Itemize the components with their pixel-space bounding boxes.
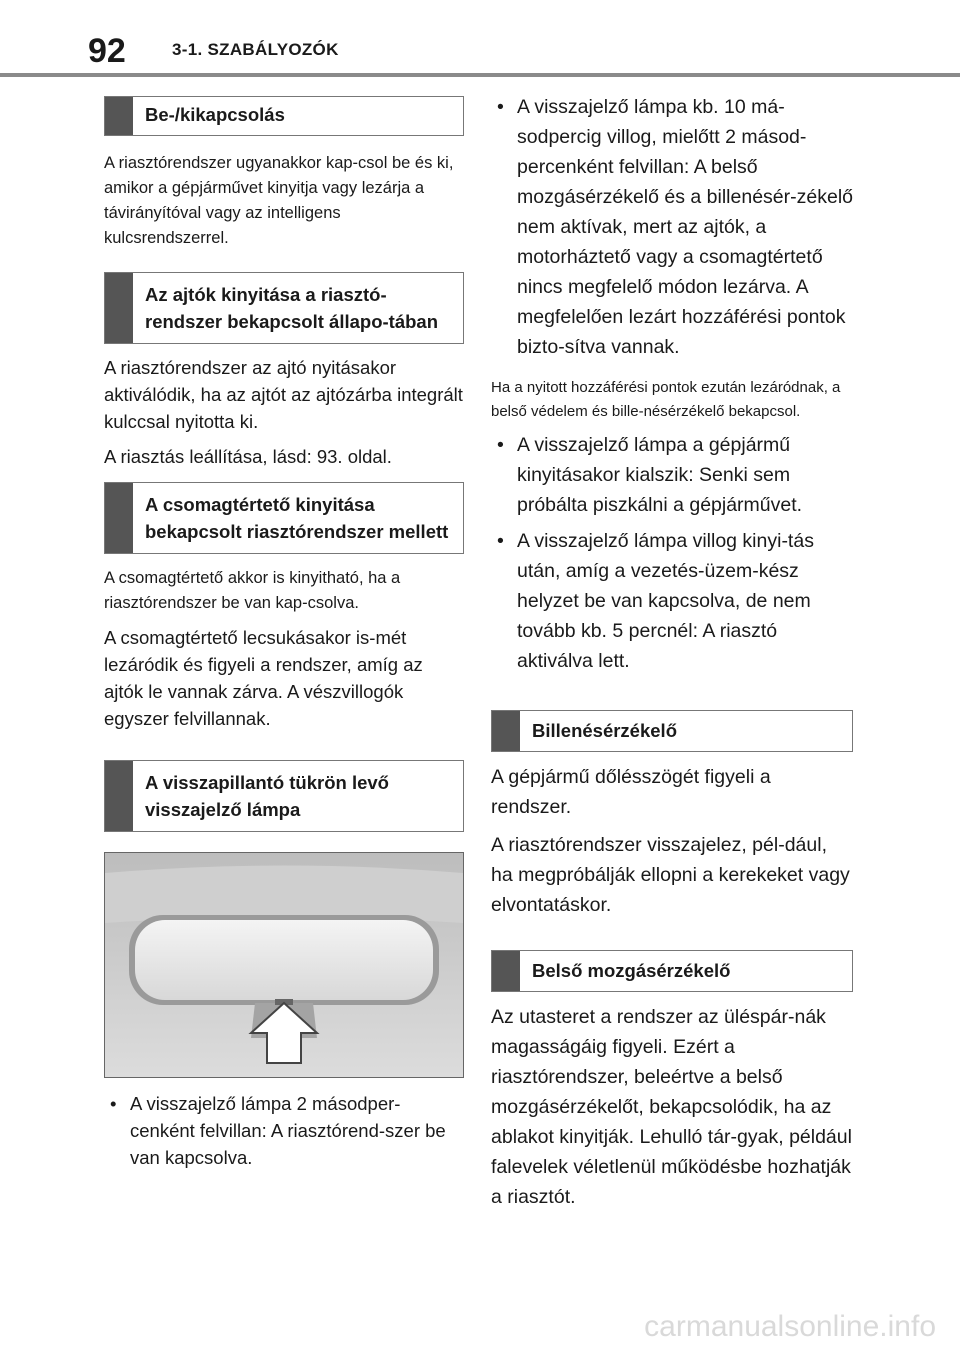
paragraph: A csomagtértető lecsukásakor is-mét lezáródik és figyeli a rendszer, amíg az ajtók le vannak zárva. A vészvillogók egyszer felvillannak. bbox=[104, 627, 423, 729]
paragraph: Az utasteret a rendszer az üléspár-nák magasságáig figyeli. Ezért a riasztórendszer, beleértve a belső mozgásérzékelőt, bekapcsolódik, ha az ablakot kinyitják. Lehulló tár-gyak, például falevelek véletlenül működésbe hozhatják a riasztót. bbox=[491, 1006, 852, 1208]
heading-be-kikapcsolas: Be-/kikapcsolás bbox=[104, 96, 464, 136]
heading-visszajelzo-lampa: A visszapillantó tükrön levő visszajelző lámpa bbox=[104, 760, 464, 832]
chapter-title: 3-1. SZABÁLYOZÓK bbox=[172, 40, 339, 59]
heading-belso-mozgaserzekelo: Belső mozgásérzékelő bbox=[491, 950, 853, 992]
list-item: • A visszajelző lámpa a gépjármű kinyitásakor kialszik: Senki sem próbálta piszkálni a gépjárművet. bbox=[491, 430, 853, 520]
heading-ajtok-kinyitasa: Az ajtók kinyitása a riasztó-rendszer bekapcsolt állapo-tában bbox=[104, 272, 464, 344]
paragraph: A gépjármű dőlésszögét figyeli a rendszer. bbox=[491, 766, 771, 818]
list-item: • A visszajelző lámpa 2 másodper-cenként felvillan: A riasztórend-szer be van kapcsolva. bbox=[104, 1090, 464, 1171]
list-item: • A visszajelző lámpa kb. 10 má-sodpercig villog, mielőtt 2 másod-percenként felvillan: A belső mozgásérzékelő és a billenésér-zékelő nem aktívak, mert az ajtók, a motorháztető vagy a csomagtértető nincs megfelelő módon lezárva. A megfelelően lezárt hozzáférési pontok bizto-sítva vannak. bbox=[491, 92, 853, 362]
paragraph: A riasztás leállítása, lásd: 93. oldal. bbox=[104, 446, 392, 467]
list-item: • A visszajelző lámpa villog kinyi-tás után, amíg a vezetés-üzem-kész helyzet be van kapcsolva, de nem tovább kb. 5 percnél: A riasztó aktiválva lett. bbox=[491, 526, 853, 676]
right-column bbox=[491, 96, 853, 1212]
left-column bbox=[104, 96, 464, 1171]
mirror-indicator-icon bbox=[105, 853, 463, 1077]
bullet-list bbox=[491, 430, 853, 676]
bullet-list bbox=[491, 92, 853, 362]
paragraph: A riasztórendszer ugyanakkor kap-csol be és ki, amikor a gépjárművet kinyitja vagy lezárja a távirányítóval vagy az intelligens kulcsrendszerrel. bbox=[104, 154, 454, 247]
header-rule bbox=[0, 73, 960, 77]
bullet-list bbox=[104, 1090, 464, 1171]
paragraph: A riasztórendszer az ajtó nyitásakor aktiválódik, ha az ajtót az ajtózárba integrált kulccsal nyitotta ki. bbox=[104, 357, 463, 432]
note-paragraph: Ha a nyitott hozzáférési pontok ezután lezáródnak, a belső védelem és bille-nésérzékelő bekapcsol. bbox=[491, 379, 841, 420]
paragraph: A riasztórendszer visszajelez, pél-dául, ha megpróbálják ellopni a kerekeket vagy elvontatáskor. bbox=[491, 834, 850, 916]
watermark: carmanualsonline.info bbox=[644, 1310, 936, 1343]
page-number: 92 bbox=[88, 32, 126, 70]
heading-csomagterteto: A csomagtértető kinyitása bekapcsolt riasztórendszer mellett bbox=[104, 482, 464, 554]
heading-billenesérzekelo: Billenésérzékelő bbox=[491, 710, 853, 752]
rearview-mirror-illustration bbox=[104, 852, 464, 1078]
paragraph: A csomagtértető akkor is kinyitható, ha a riasztórendszer be van kap-csolva. bbox=[104, 569, 401, 612]
